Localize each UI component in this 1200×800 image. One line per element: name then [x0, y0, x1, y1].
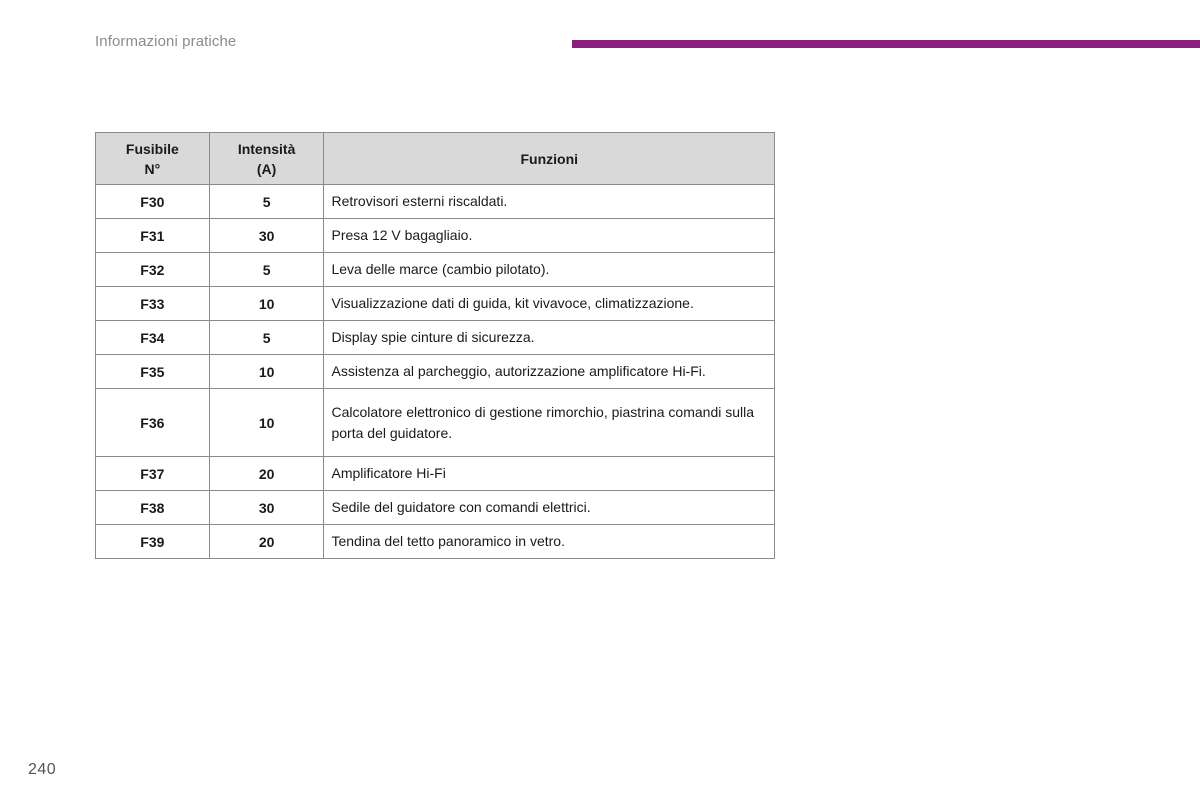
fuse-cell: F34: [96, 321, 210, 355]
function-cell: Display spie cinture di sicurezza.: [324, 321, 775, 355]
table-row: [96, 355, 775, 389]
table-row: [96, 491, 775, 525]
fuse-cell: F33: [96, 287, 210, 321]
intensity-cell: 5: [209, 321, 324, 355]
fuse-cell: F39: [96, 525, 210, 559]
column-header-fuse-line1: Fusibile: [125, 140, 179, 157]
intensity-cell: 20: [209, 457, 324, 491]
table-row: [96, 525, 775, 559]
table-row: [96, 219, 775, 253]
table-row: [96, 321, 775, 355]
table-row: [96, 253, 775, 287]
table-row: [96, 389, 775, 457]
column-header-functions: Funzioni: [324, 133, 775, 185]
function-cell: Assistenza al parcheggio, autorizzazione amplificatore Hi-Fi.: [324, 355, 775, 389]
intensity-cell: 30: [209, 491, 324, 525]
column-header-intensity-line1: Intensità: [237, 140, 296, 157]
section-title: Informazioni pratiche: [95, 33, 237, 50]
fuse-cell: F37: [96, 457, 210, 491]
intensity-cell: 10: [209, 389, 324, 457]
fuse-cell: F31: [96, 219, 210, 253]
function-cell: Retrovisori esterni riscaldati.: [324, 185, 775, 219]
table-header-row: [96, 133, 775, 185]
function-cell: Amplificatore Hi-Fi: [324, 457, 775, 491]
header-accent-bar: [572, 40, 1200, 48]
column-header-intensity-line2: (A): [256, 160, 277, 177]
fuse-cell: F35: [96, 355, 210, 389]
column-header-fuse-line2: N°: [144, 160, 161, 177]
intensity-cell: 5: [209, 253, 324, 287]
intensity-cell: 5: [209, 185, 324, 219]
fuse-cell: F36: [96, 389, 210, 457]
function-cell: Sedile del guidatore con comandi elettrici.: [324, 491, 775, 525]
table-row: [96, 287, 775, 321]
function-cell: Leva delle marce (cambio pilotato).: [324, 253, 775, 287]
function-cell: Presa 12 V bagagliaio.: [324, 219, 775, 253]
fuse-cell: F30: [96, 185, 210, 219]
fuse-table: [95, 132, 775, 559]
function-cell: Tendina del tetto panoramico in vetro.: [324, 525, 775, 559]
column-header-intensity: [209, 133, 324, 185]
fuse-cell: F38: [96, 491, 210, 525]
table-row: [96, 185, 775, 219]
intensity-cell: 30: [209, 219, 324, 253]
intensity-cell: 10: [209, 355, 324, 389]
function-cell: Calcolatore elettronico di gestione rimorchio, piastrina comandi sulla porta del guidatore.: [324, 389, 775, 457]
intensity-cell: 20: [209, 525, 324, 559]
function-cell: Visualizzazione dati di guida, kit vivavoce, climatizzazione.: [324, 287, 775, 321]
intensity-cell: 10: [209, 287, 324, 321]
column-header-fuse: [96, 133, 210, 185]
table-row: [96, 457, 775, 491]
fuse-cell: F32: [96, 253, 210, 287]
page-number: 240: [28, 761, 57, 778]
